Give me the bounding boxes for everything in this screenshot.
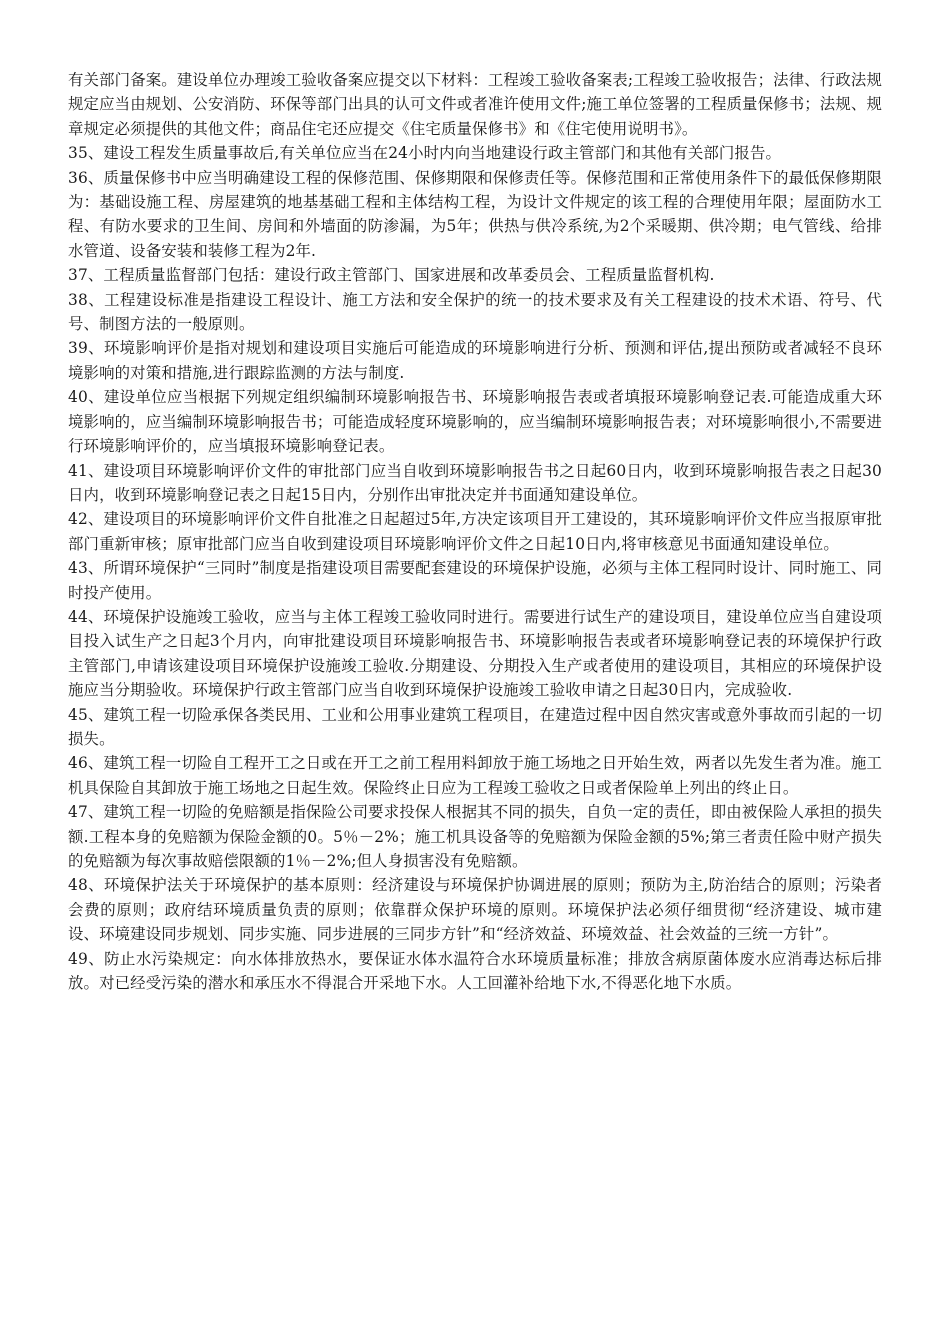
document-page — [68, 68, 882, 995]
paragraph-37: 37、工程质量监督部门包括：建设行政主管部门、国家进展和改革委员会、工程质量监督机构. — [68, 266, 715, 285]
paragraph-46: 46、建筑工程一切险自工程开工之日或在开工之前工程用料卸放于施工场地之日开始生效，两者以先发生者为准。施工机具保险自其卸放于施工场地之日起生效。保险终止日应为工程竣工验收之日或者保险单上列出的终止日。 — [68, 754, 882, 797]
paragraph-38: 38、工程建设标准是指建设工程设计、施工方法和安全保护的统一的技术要求及有关工程建设的技术术语、符号、代号、制图方法的一般原则。 — [68, 290, 882, 334]
paragraph-45: 45、建筑工程一切险承保各类民用、工业和公用事业建筑工程项目，在建造过程中因自然灾害或意外事故而引起的一切损失。 — [68, 705, 882, 748]
paragraph-44: 44、环境保护设施竣工验收，应当与主体工程竣工验收同时进行。需要进行试生产的建设项目，建设单位应当自建设项目投入试生产之日起3个月内，向审批建设项目环境影响报告书、环境影响报告表或者环境影响登记表的环境保护行政主管部门,申请该建设项目环境保护设施竣工验收.分期建设、分期投入生产或者使用的建设项目，其相应的环境保护设施应当分期验收。环境保护行政主管部门应当自收到环境保护设施竣工验收申请之日起30日内，完成验收. — [68, 607, 882, 700]
paragraph-41: 41、建设项目环境影响评价文件的审批部门应当自收到环境影响报告书之日起60日内，收到环境影响报告表之日起30日内，收到环境影响登记表之日起15日内，分别作出审批决定并书面通知建设单位。 — [68, 461, 882, 504]
paragraph-40: 40、建设单位应当根据下列规定组织编制环境影响报告书、环境影响报告表或者填报环境影响登记表.可能造成重大环境影响的，应当编制环境影响报告书；可能造成轻度环境影响的，应当编制环境影响报告表；对环境影响很小,不需要进行环境影响评价的，应当填报环境影响登记表。 — [68, 388, 882, 456]
paragraph-39: 39、环境影响评价是指对规划和建设项目实施后可能造成的环境影响进行分析、预测和评估,提出预防或者减轻不良环境影响的对策和措施,进行跟踪监测的方法与制度. — [68, 339, 882, 382]
paragraph-42: 42、建设项目的环境影响评价文件自批准之日起超过5年,方决定该项目开工建设的，其环境影响评价文件应当报原审批部门重新审核；原审批部门应当自收到建设项目环境影响评价文件之日起10日内,将审核意见书面通知建设单位。 — [68, 510, 882, 553]
paragraph-36: 36、质量保修书中应当明确建设工程的保修范围、保修期限和保修责任等。保修范围和正常使用条件下的最低保修期限为：基础设施工程、房屋建筑的地基基础工程和主体结构工程，为设计文件规定的该工程的合理使用年限；屋面防水工程、有防水要求的卫生间、房间和外墙面的防渗漏，为5年；供热与供冷系统,为2个采暖期、供冷期；电气管线、给排水管道、设备安装和装修工程为2年. — [68, 168, 882, 260]
paragraph-intro-filing: 有关部门备案。建设单位办理竣工验收备案应提交以下材料：工程竣工验收备案表;工程竣工验收报告；法律、行政法规规定应当由规划、公安消防、环保等部门出具的认可文件或者准许使用文件;施工单位签署的工程质量保修书；法规、规章规定必须提供的其他文件；商品住宅还应提交《住宅质量保修书》和《住宅使用说明书》。 — [68, 71, 882, 138]
paragraph-35: 35、建设工程发生质量事故后,有关单位应当在24小时内向当地建设行政主管部门和其他有关部门报告。 — [68, 144, 782, 163]
paragraph-47: 47、建筑工程一切险的免赔额是指保险公司要求投保人根据其不同的损失，自负一定的责任，即由被保险人承担的损失额.工程本身的免赔额为保险金额的0。5％－2%；施工机具设备等的免赔额为保险金额的5%;第三者责任险中财产损失的免赔额为每次事故赔偿限额的1％－2%;但人身损害没有免赔额。 — [68, 803, 882, 870]
paragraph-49: 49、防止水污染规定：向水体排放热水，要保证水体水温符合水环境质量标准；排放含病原菌体废水应消毒达标后排放。对已经受污染的潜水和承压水不得混合开采地下水。人工回灌补给地下水,不得恶化地下水质。 — [68, 949, 882, 993]
paragraph-48: 48、环境保护法关于环境保护的基本原则：经济建设与环境保护协调进展的原则；预防为主,防治结合的原则；污染者会费的原则；政府结环境质量负责的原则；依靠群众保护环境的原则。环境保护法必须仔细贯彻“经济建设、城市建设、环境建设同步规划、同步实施、同步进展的三同步方针”和“经济效益、环境效益、社会效益的三统一方针”。 — [68, 876, 882, 944]
paragraph-43: 43、所谓环境保护“三同时”制度是指建设项目需要配套建设的环境保护设施，必须与主体工程同时设计、同时施工、同时投产使用。 — [68, 559, 882, 602]
